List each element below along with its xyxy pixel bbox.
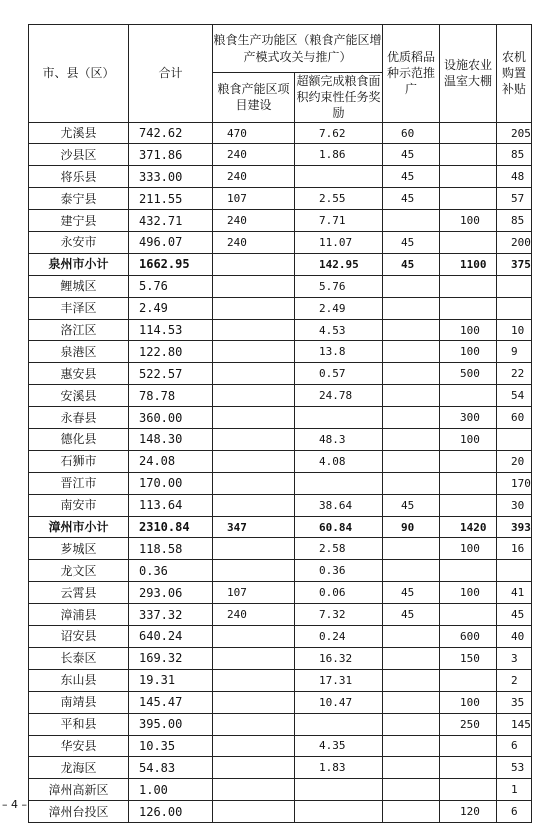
table-row: [29, 560, 532, 582]
machinery-cell: [497, 560, 532, 582]
grain-project-cell: [213, 669, 295, 691]
machinery-cell: 205: [497, 122, 532, 144]
region-cell: 安溪县: [29, 385, 129, 407]
region-cell: 漳州台投区: [29, 801, 129, 823]
grain-project-cell: [213, 713, 295, 735]
grain-project-cell: [213, 494, 295, 516]
grain-project-cell: [213, 626, 295, 648]
greenhouse-cell: 1100: [440, 253, 497, 275]
grain-reward-cell: [295, 472, 383, 494]
machinery-cell: 85: [497, 210, 532, 232]
machinery-cell: 16: [497, 538, 532, 560]
region-cell: 漳州市小计: [29, 516, 129, 538]
table-row: [29, 472, 532, 494]
header-total: 合计: [129, 25, 213, 123]
grain-reward-cell: 11.07: [295, 232, 383, 254]
greenhouse-cell: 100: [440, 210, 497, 232]
table-row: [29, 144, 532, 166]
rice-cell: [383, 691, 440, 713]
table-row: [29, 626, 532, 648]
grain-reward-cell: 142.95: [295, 253, 383, 275]
machinery-cell: 45: [497, 604, 532, 626]
grain-project-cell: [213, 275, 295, 297]
region-cell: 龙文区: [29, 560, 129, 582]
grain-project-cell: 240: [213, 604, 295, 626]
grain-reward-cell: 60.84: [295, 516, 383, 538]
header-rice: 优质稻品种示范推广: [383, 25, 440, 123]
grain-reward-cell: 38.64: [295, 494, 383, 516]
rice-cell: [383, 319, 440, 341]
rice-cell: [383, 713, 440, 735]
machinery-cell: 145: [497, 713, 532, 735]
rice-cell: 45: [383, 604, 440, 626]
grain-project-cell: 240: [213, 210, 295, 232]
rice-cell: [383, 341, 440, 363]
table-row: [29, 429, 532, 451]
rice-cell: 60: [383, 122, 440, 144]
greenhouse-cell: [440, 494, 497, 516]
machinery-cell: [497, 429, 532, 451]
grain-reward-cell: [295, 779, 383, 801]
total-cell: 5.76: [129, 275, 213, 297]
grain-project-cell: 240: [213, 232, 295, 254]
greenhouse-cell: 1420: [440, 516, 497, 538]
table-row: [29, 363, 532, 385]
grain-reward-cell: 2.49: [295, 297, 383, 319]
region-cell: 南安市: [29, 494, 129, 516]
table-row: [29, 232, 532, 254]
grain-reward-cell: 1.86: [295, 144, 383, 166]
table-row: [29, 450, 532, 472]
machinery-cell: 41: [497, 582, 532, 604]
grain-reward-cell: 10.47: [295, 691, 383, 713]
grain-project-cell: [213, 779, 295, 801]
total-cell: 113.64: [129, 494, 213, 516]
machinery-cell: 10: [497, 319, 532, 341]
rice-cell: [383, 538, 440, 560]
region-cell: 泉港区: [29, 341, 129, 363]
grain-project-cell: [213, 735, 295, 757]
total-cell: 1.00: [129, 779, 213, 801]
region-cell: 云霄县: [29, 582, 129, 604]
total-cell: 148.30: [129, 429, 213, 451]
region-cell: 惠安县: [29, 363, 129, 385]
table-row: [29, 494, 532, 516]
rice-cell: 45: [383, 232, 440, 254]
total-cell: 24.08: [129, 450, 213, 472]
grain-project-cell: [213, 429, 295, 451]
total-cell: 360.00: [129, 407, 213, 429]
grain-reward-cell: 4.08: [295, 450, 383, 472]
table-body: [29, 122, 532, 823]
machinery-cell: [497, 275, 532, 297]
machinery-cell: 9: [497, 341, 532, 363]
total-cell: 640.24: [129, 626, 213, 648]
table-row: [29, 275, 532, 297]
rice-cell: 45: [383, 144, 440, 166]
region-cell: 泉州市小计: [29, 253, 129, 275]
machinery-cell: 54: [497, 385, 532, 407]
region-cell: 永安市: [29, 232, 129, 254]
region-cell: 建宁县: [29, 210, 129, 232]
machinery-cell: 35: [497, 691, 532, 713]
rice-cell: 45: [383, 253, 440, 275]
greenhouse-cell: [440, 297, 497, 319]
greenhouse-cell: [440, 385, 497, 407]
total-cell: 522.57: [129, 363, 213, 385]
machinery-cell: 40: [497, 626, 532, 648]
table-row: [29, 779, 532, 801]
table-row: [29, 691, 532, 713]
machinery-cell: 1: [497, 779, 532, 801]
machinery-cell: 60: [497, 407, 532, 429]
greenhouse-cell: [440, 275, 497, 297]
total-cell: 19.31: [129, 669, 213, 691]
table-row: [29, 735, 532, 757]
grain-project-cell: 347: [213, 516, 295, 538]
region-cell: 洛江区: [29, 319, 129, 341]
rice-cell: [383, 407, 440, 429]
greenhouse-cell: [440, 144, 497, 166]
subtotal-row: [29, 516, 532, 538]
machinery-cell: 2: [497, 669, 532, 691]
region-cell: 沙县区: [29, 144, 129, 166]
rice-cell: 45: [383, 166, 440, 188]
grain-project-cell: [213, 757, 295, 779]
greenhouse-cell: [440, 122, 497, 144]
funding-table: [28, 24, 532, 823]
rice-cell: [383, 450, 440, 472]
region-cell: 平和县: [29, 713, 129, 735]
greenhouse-cell: 100: [440, 582, 497, 604]
greenhouse-cell: 120: [440, 801, 497, 823]
grain-reward-cell: 0.36: [295, 560, 383, 582]
rice-cell: [383, 779, 440, 801]
rice-cell: 45: [383, 494, 440, 516]
greenhouse-cell: [440, 757, 497, 779]
grain-project-cell: 240: [213, 144, 295, 166]
region-cell: 龙海区: [29, 757, 129, 779]
region-cell: 尤溪县: [29, 122, 129, 144]
machinery-cell: 85: [497, 144, 532, 166]
region-cell: 南靖县: [29, 691, 129, 713]
grain-reward-cell: 4.53: [295, 319, 383, 341]
greenhouse-cell: [440, 166, 497, 188]
total-cell: 395.00: [129, 713, 213, 735]
machinery-cell: 6: [497, 735, 532, 757]
grain-project-cell: [213, 407, 295, 429]
total-cell: 293.06: [129, 582, 213, 604]
region-cell: 漳州高新区: [29, 779, 129, 801]
grain-project-cell: [213, 341, 295, 363]
grain-project-cell: 240: [213, 166, 295, 188]
table-row: [29, 713, 532, 735]
grain-project-cell: [213, 253, 295, 275]
machinery-cell: [497, 297, 532, 319]
total-cell: 118.58: [129, 538, 213, 560]
grain-project-cell: [213, 560, 295, 582]
machinery-cell: 393: [497, 516, 532, 538]
grain-reward-cell: 7.71: [295, 210, 383, 232]
table-row: [29, 385, 532, 407]
grain-project-cell: [213, 801, 295, 823]
region-cell: 诏安县: [29, 626, 129, 648]
greenhouse-cell: 100: [440, 691, 497, 713]
total-cell: 2310.84: [129, 516, 213, 538]
rice-cell: [383, 385, 440, 407]
machinery-cell: 20: [497, 450, 532, 472]
total-cell: 371.86: [129, 144, 213, 166]
table-row: [29, 669, 532, 691]
total-cell: 54.83: [129, 757, 213, 779]
grain-project-cell: [213, 297, 295, 319]
grain-reward-cell: 0.24: [295, 626, 383, 648]
rice-cell: 45: [383, 188, 440, 210]
total-cell: 333.00: [129, 166, 213, 188]
total-cell: 114.53: [129, 319, 213, 341]
grain-reward-cell: 0.57: [295, 363, 383, 385]
grain-reward-cell: 2.55: [295, 188, 383, 210]
header-grain-project: 粮食产能区项目建设: [213, 73, 295, 123]
table-row: [29, 407, 532, 429]
table-row: [29, 210, 532, 232]
grain-reward-cell: [295, 713, 383, 735]
machinery-cell: 57: [497, 188, 532, 210]
rice-cell: [383, 735, 440, 757]
total-cell: 78.78: [129, 385, 213, 407]
greenhouse-cell: 100: [440, 429, 497, 451]
table-header: [29, 25, 532, 123]
greenhouse-cell: [440, 604, 497, 626]
table-row: [29, 801, 532, 823]
table-row: [29, 166, 532, 188]
greenhouse-cell: 100: [440, 319, 497, 341]
table-row: [29, 319, 532, 341]
grain-reward-cell: 17.31: [295, 669, 383, 691]
rice-cell: [383, 275, 440, 297]
total-cell: 126.00: [129, 801, 213, 823]
grain-reward-cell: 7.62: [295, 122, 383, 144]
page-number: – 4 –: [2, 798, 27, 811]
greenhouse-cell: [440, 450, 497, 472]
header-region: 市、县（区）: [29, 25, 129, 123]
grain-project-cell: [213, 363, 295, 385]
region-cell: 将乐县: [29, 166, 129, 188]
table-row: [29, 647, 532, 669]
greenhouse-cell: 150: [440, 647, 497, 669]
table-row: [29, 188, 532, 210]
rice-cell: [383, 669, 440, 691]
grain-project-cell: [213, 647, 295, 669]
grain-reward-cell: [295, 166, 383, 188]
greenhouse-cell: [440, 560, 497, 582]
table-row: [29, 297, 532, 319]
rice-cell: [383, 363, 440, 385]
region-cell: 芗城区: [29, 538, 129, 560]
greenhouse-cell: [440, 472, 497, 494]
total-cell: 496.07: [129, 232, 213, 254]
machinery-cell: 375: [497, 253, 532, 275]
region-cell: 漳浦县: [29, 604, 129, 626]
grain-project-cell: [213, 472, 295, 494]
greenhouse-cell: [440, 188, 497, 210]
total-cell: 2.49: [129, 297, 213, 319]
greenhouse-cell: 100: [440, 341, 497, 363]
greenhouse-cell: [440, 779, 497, 801]
rice-cell: [383, 429, 440, 451]
region-cell: 丰泽区: [29, 297, 129, 319]
machinery-cell: 3: [497, 647, 532, 669]
grain-project-cell: [213, 538, 295, 560]
machinery-cell: 30: [497, 494, 532, 516]
rice-cell: [383, 757, 440, 779]
greenhouse-cell: 250: [440, 713, 497, 735]
rice-cell: 90: [383, 516, 440, 538]
grain-reward-cell: 5.76: [295, 275, 383, 297]
total-cell: 0.36: [129, 560, 213, 582]
region-cell: 晋江市: [29, 472, 129, 494]
grain-reward-cell: 4.35: [295, 735, 383, 757]
greenhouse-cell: 600: [440, 626, 497, 648]
header-greenhouse: 设施农业温室大棚: [440, 25, 497, 123]
header-grain-zone: 粮食生产功能区（粮食产能区增产模式攻关与推广）: [213, 25, 383, 73]
greenhouse-cell: 500: [440, 363, 497, 385]
subtotal-row: [29, 253, 532, 275]
grain-reward-cell: 13.8: [295, 341, 383, 363]
grain-reward-cell: 0.06: [295, 582, 383, 604]
header-grain-reward: 超额完成粮食面积约束性任务奖励: [296, 74, 381, 121]
grain-reward-cell: [295, 407, 383, 429]
table-row: [29, 757, 532, 779]
grain-project-cell: 107: [213, 582, 295, 604]
total-cell: 211.55: [129, 188, 213, 210]
table-row: [29, 122, 532, 144]
region-cell: 华安县: [29, 735, 129, 757]
grain-reward-cell: 24.78: [295, 385, 383, 407]
grain-reward-cell: 48.3: [295, 429, 383, 451]
greenhouse-cell: [440, 669, 497, 691]
region-cell: 东山县: [29, 669, 129, 691]
greenhouse-cell: 300: [440, 407, 497, 429]
region-cell: 鲤城区: [29, 275, 129, 297]
grain-project-cell: [213, 385, 295, 407]
total-cell: 10.35: [129, 735, 213, 757]
region-cell: 德化县: [29, 429, 129, 451]
header-machinery: 农机购置补贴: [497, 25, 532, 123]
rice-cell: [383, 472, 440, 494]
table-row: [29, 538, 532, 560]
total-cell: 1662.95: [129, 253, 213, 275]
rice-cell: [383, 560, 440, 582]
grain-project-cell: 470: [213, 122, 295, 144]
grain-project-cell: [213, 319, 295, 341]
machinery-cell: 53: [497, 757, 532, 779]
total-cell: 432.71: [129, 210, 213, 232]
grain-reward-cell: 2.58: [295, 538, 383, 560]
grain-reward-cell: 16.32: [295, 647, 383, 669]
region-cell: 永春县: [29, 407, 129, 429]
rice-cell: [383, 210, 440, 232]
machinery-cell: 22: [497, 363, 532, 385]
rice-cell: [383, 647, 440, 669]
grain-reward-cell: 1.83: [295, 757, 383, 779]
total-cell: 742.62: [129, 122, 213, 144]
table-row: [29, 604, 532, 626]
greenhouse-cell: [440, 232, 497, 254]
grain-reward-cell: 7.32: [295, 604, 383, 626]
greenhouse-cell: 100: [440, 538, 497, 560]
grain-project-cell: [213, 450, 295, 472]
total-cell: 145.47: [129, 691, 213, 713]
region-cell: 泰宁县: [29, 188, 129, 210]
rice-cell: 45: [383, 582, 440, 604]
total-cell: 169.32: [129, 647, 213, 669]
table-row: [29, 582, 532, 604]
grain-project-cell: 107: [213, 188, 295, 210]
grain-project-cell: [213, 691, 295, 713]
rice-cell: [383, 626, 440, 648]
grain-reward-cell: [295, 801, 383, 823]
total-cell: 122.80: [129, 341, 213, 363]
total-cell: 337.32: [129, 604, 213, 626]
total-cell: 170.00: [129, 472, 213, 494]
greenhouse-cell: [440, 735, 497, 757]
region-cell: 长泰区: [29, 647, 129, 669]
machinery-cell: 6: [497, 801, 532, 823]
rice-cell: [383, 801, 440, 823]
table-row: [29, 341, 532, 363]
machinery-cell: 170: [497, 472, 532, 494]
region-cell: 石狮市: [29, 450, 129, 472]
machinery-cell: 48: [497, 166, 532, 188]
rice-cell: [383, 297, 440, 319]
machinery-cell: 200: [497, 232, 532, 254]
